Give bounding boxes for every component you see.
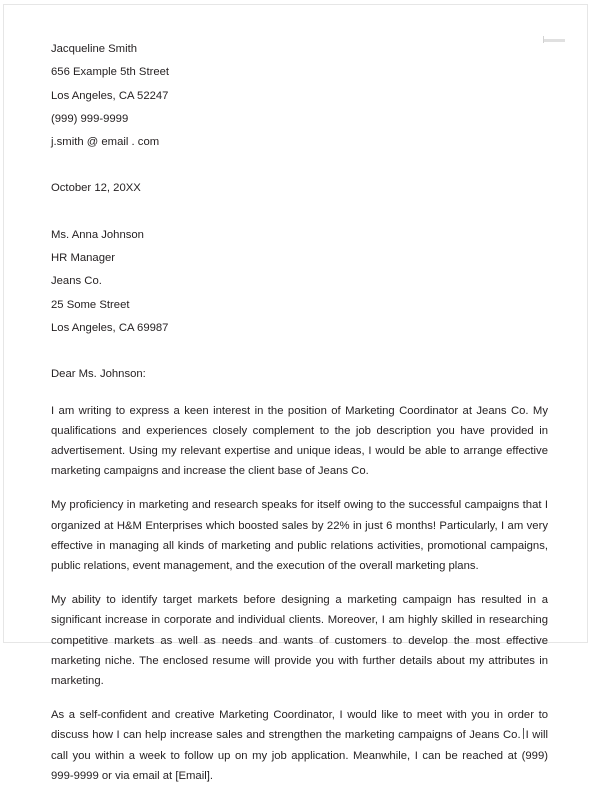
- body-paragraph: My proficiency in marketing and research speaks for itself owing to the successful campaigns that I organized at H&M Enterprises which boosted sales by 22% in just 6 months! Particularly, I am very effective in managing all kinds of marketing and public relations activities, promotional campaigns, public relations, event management, and the execution of the overall marketing plans.: [51, 499, 548, 572]
- letter-date: October 12, 20XX: [51, 182, 141, 195]
- recipient-address-line: HR Manager: [51, 252, 116, 265]
- recipient-address-line: Jeans Co.: [51, 275, 102, 288]
- sender-address-block: [51, 38, 548, 154]
- document-page: [3, 4, 588, 782]
- salutation: Dear Ms. Johnson:: [51, 368, 146, 381]
- recipient-address-line: Los Angeles, CA 69987: [51, 321, 169, 334]
- salutation-block: [51, 363, 548, 386]
- body-paragraph: I am writing to express a keen interest in the position of Marketing Coordinator at Jeans Co. My qualifications and experiences closely complement to the job description you have provided in advertisement. Using my relevant expertise and unique ideas, I would be able to arrange effective marketing campaigns and increase the client base of Jeans Co.: [51, 404, 548, 478]
- letter-body[interactable]: [51, 38, 548, 786]
- sender-address-line: Jacqueline Smith: [51, 43, 138, 55]
- closing-text-after-cursor: I will call you within a week to follow up on my job application. Meanwhile, I can be reached at (999) 999-9999 or via email at [Email].: [51, 729, 548, 782]
- recipient-address-block: [51, 224, 548, 340]
- text-cursor-caret: [523, 728, 524, 739]
- body-paragraph: My ability to identify target markets before designing a marketing campaign has resulted in a significant increase in corporate and individual clients. Moreover, I am highly skilled in researching competitive markets as well as needs and wants of customers to develop the most effective marketing niche. The enclosed resume will provide you with further details about my attributes in marketing.: [51, 594, 548, 687]
- closing-text-before-cursor: As a self-confident and creative Marketing Coordinator, I would like to meet with you in order to discuss how I can help increase sales and strengthen the marketing campaigns of Jeans Co.: [51, 709, 548, 742]
- sender-address-line: (999) 999-9999: [51, 112, 129, 125]
- sender-address-line: 656 Example 5th Street: [51, 66, 170, 79]
- sender-address-line: Los Angeles, CA 52247: [51, 89, 169, 102]
- recipient-address-line: 25 Some Street: [51, 298, 130, 311]
- date-block: [51, 177, 548, 200]
- sender-email-line: j.smith @ email . com: [51, 136, 160, 149]
- closing-paragraph: [51, 705, 548, 786]
- recipient-address-line: Ms. Anna Johnson: [51, 228, 144, 241]
